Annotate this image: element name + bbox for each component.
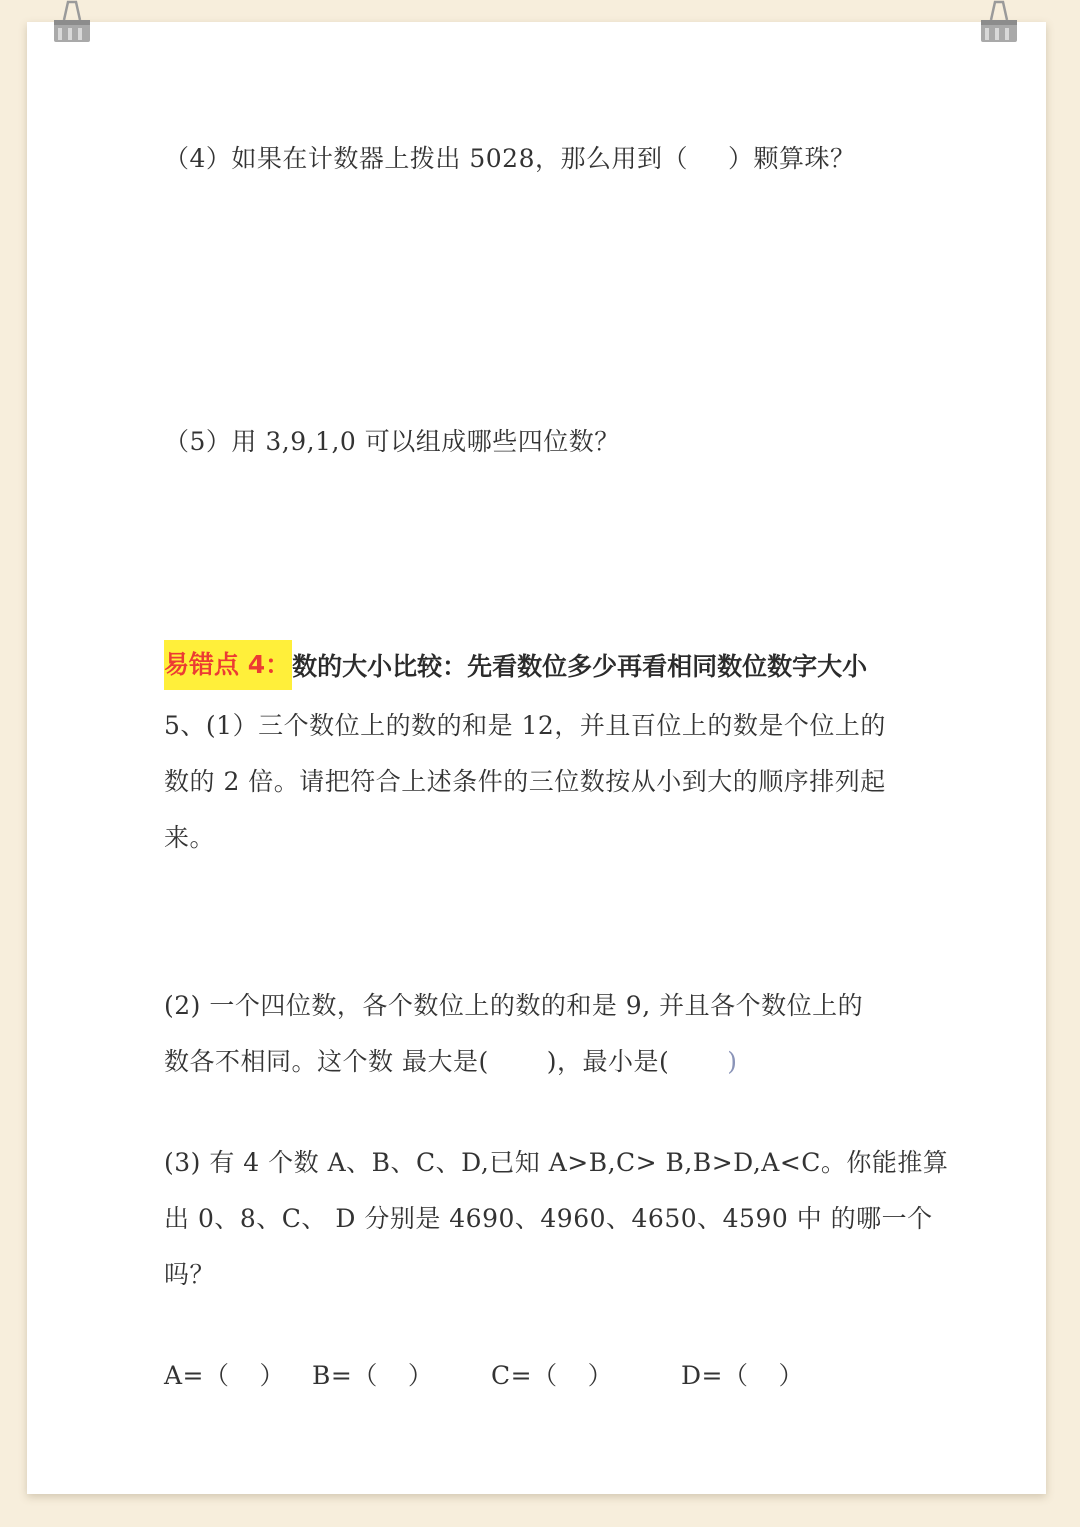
answer-c-label: C=（ bbox=[491, 1361, 558, 1390]
answer-a-close: ） bbox=[259, 1361, 286, 1390]
problem-5-part-1-line: 来。 bbox=[164, 823, 216, 852]
problem-5-part-2-prefix: 数各不相同。这个数 最大是( bbox=[164, 1047, 489, 1076]
answer-b bbox=[312, 1359, 433, 1393]
binder-clip-icon bbox=[50, 0, 94, 46]
binder-clip-icon bbox=[977, 0, 1021, 46]
answer-a-label: A=（ bbox=[164, 1361, 230, 1390]
answer-a bbox=[164, 1359, 285, 1393]
problem-5-part-2-close: ) bbox=[727, 1047, 738, 1076]
problem-5-part-2-line bbox=[164, 1045, 737, 1079]
answer-c bbox=[491, 1359, 613, 1393]
mistake-point-badge: 易错点 4： bbox=[164, 640, 292, 690]
problem-5-part-3-line: 吗？ bbox=[164, 1260, 216, 1289]
answer-d-label: D=（ bbox=[681, 1361, 749, 1390]
section-title: 数的大小比较：先看数位多少再看相同数位数字大小 bbox=[292, 652, 868, 681]
question-4 bbox=[164, 142, 856, 176]
question-4-text: （4）如果在计数器上拨出 5028，那么用到（ bbox=[164, 144, 688, 173]
question-4-text-end: ）颗算珠？ bbox=[727, 144, 856, 173]
section-heading bbox=[164, 640, 867, 690]
problem-5-part-1-line: 数的 2 倍。请把符合上述条件的三位数按从小到大的顺序排列起 bbox=[164, 767, 886, 796]
problem-5-part-2-middle: )，最小是( bbox=[546, 1047, 670, 1076]
answer-b-close: ） bbox=[407, 1361, 434, 1390]
problem-5-part-1-line: 5、(1）三个数位上的数的和是 12，并且百位上的数是个位上的 bbox=[164, 711, 886, 740]
answer-c-close: ） bbox=[587, 1361, 614, 1390]
answer-b-label: B=（ bbox=[312, 1361, 378, 1390]
problem-5-part-2-line: (2) 一个四位数，各个数位上的数的和是 9, 并且各个数位上的 bbox=[164, 991, 864, 1020]
problem-5-part-3-line: 出 0、8、C、 D 分别是 4690、4960、4650、4590 中 的哪一个 bbox=[164, 1204, 933, 1233]
problem-5-part-3-line: (3) 有 4 个数 A、B、C、D,已知 A>B,C> B,B>D,A<C。你能推算 bbox=[164, 1148, 949, 1177]
question-5: （5）用 3,9,1,0 可以组成哪些四位数？ bbox=[164, 427, 620, 456]
answer-d-close: ） bbox=[778, 1361, 805, 1390]
answer-d bbox=[681, 1359, 804, 1393]
